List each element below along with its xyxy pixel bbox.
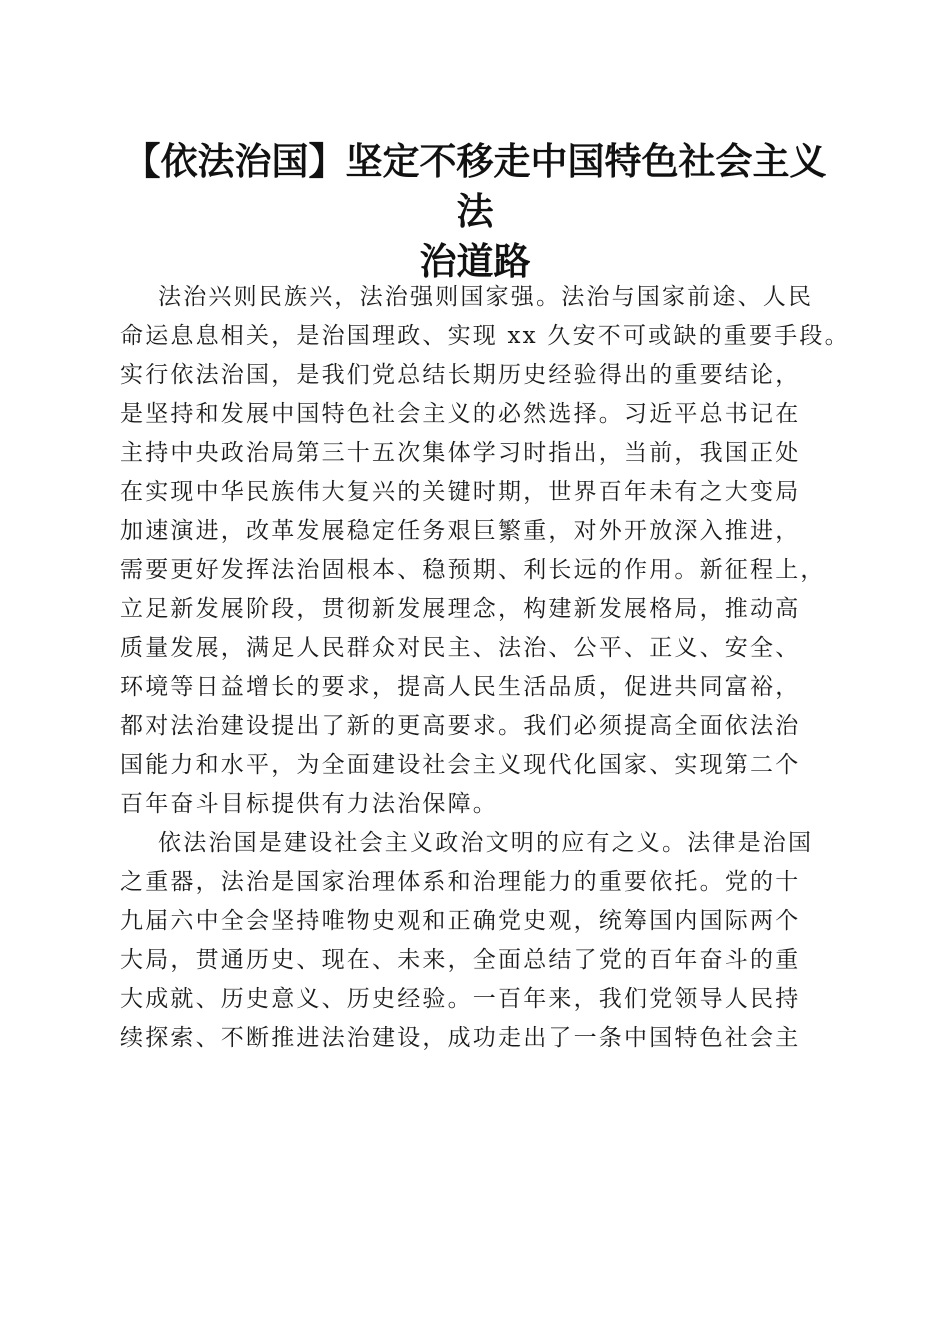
text-line: 九届六中全会坚持唯物史观和正确党史观，统筹国内国际两个 bbox=[120, 908, 801, 934]
text-line: 是坚持和发展中国特色社会主义的必然选择。习近平总书记在 bbox=[120, 401, 801, 427]
text-line: 法治兴则民族兴，法治强则国家强。法治与国家前途、人民 bbox=[158, 284, 814, 310]
paragraph-2 bbox=[120, 824, 840, 1058]
text-line: 在实现中华民族伟大复兴的关键时期，世界百年未有之大变局 bbox=[120, 479, 801, 505]
text-line: 大成就、历史意义、历史经验。一百年来，我们党领导人民持 bbox=[120, 986, 801, 1012]
text-line: 国能力和水平，为全面建设社会主义现代化国家、实现第二个 bbox=[120, 752, 801, 778]
text-line: 立足新发展阶段，贯彻新发展理念，构建新发展格局，推动高 bbox=[120, 596, 801, 622]
document-body bbox=[120, 278, 850, 1058]
text-line: 需要更好发挥法治固根本、稳预期、利长远的作用。新征程上， bbox=[120, 557, 826, 583]
document-title bbox=[110, 136, 840, 286]
text-line: 之重器，法治是国家治理体系和治理能力的重要依托。党的十 bbox=[120, 869, 801, 895]
text-line: 环境等日益增长的要求，提高人民生活品质，促进共同富裕， bbox=[120, 674, 801, 700]
text-line: 命运息息相关，是治国理政、实现 xx 久安不可或缺的重要手段。 bbox=[120, 323, 850, 349]
text-line: 续探索、不断推进法治建设，成功走出了一条中国特色社会主 bbox=[120, 1025, 801, 1051]
text-line: 依法治国是建设社会主义政治文明的应有之义。法律是治国 bbox=[158, 830, 814, 856]
text-line: 主持中央政治局第三十五次集体学习时指出，当前，我国正处 bbox=[120, 440, 801, 466]
text-line: 大局，贯通历史、现在、未来，全面总结了党的百年奋斗的重 bbox=[120, 947, 801, 973]
text-line: 加速演进，改革发展稳定任务艰巨繁重，对外开放深入推进， bbox=[120, 518, 801, 544]
title-line: 【依法治国】坚定不移走中国特色社会主义法 bbox=[123, 139, 827, 233]
text-line: 都对法治建设提出了新的更高要求。我们必须提高全面依法治 bbox=[120, 713, 801, 739]
text-line: 百年奋斗目标提供有力法治保障。 bbox=[120, 791, 498, 817]
text-line: 质量发展，满足人民群众对民主、法治、公平、正义、安全、 bbox=[120, 635, 801, 661]
paragraph-1 bbox=[120, 278, 850, 824]
title-line: 治道路 bbox=[419, 239, 531, 283]
text-line: 实行依法治国，是我们党总结长期历史经验得出的重要结论， bbox=[120, 362, 801, 388]
